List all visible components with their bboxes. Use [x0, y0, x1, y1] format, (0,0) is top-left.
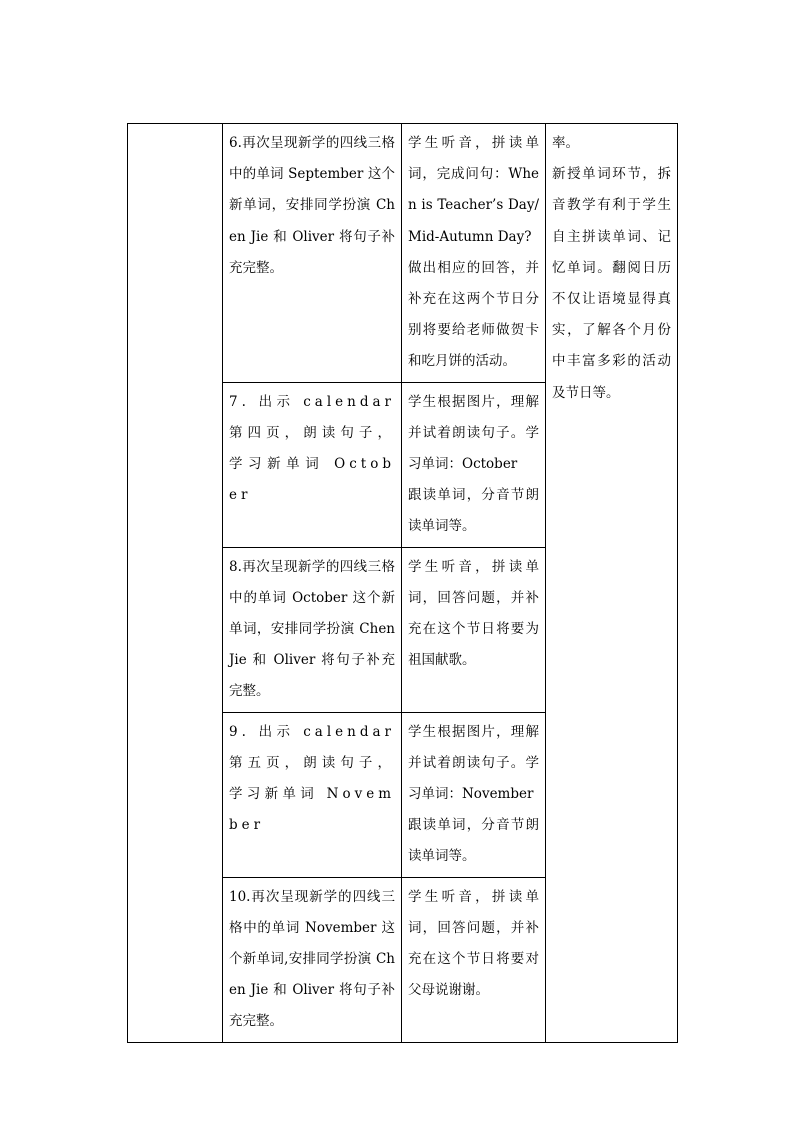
student-activity-cell — [402, 547, 546, 712]
student-activity-cell — [402, 124, 546, 383]
teacher-activity-cell — [223, 712, 402, 877]
design-purpose-text: 新授单词环节，拆音教学有利于学生自主拼读单词、记忆单词。翻阅日历不仅让语境显得真实，了解各个月份中丰富多彩的活动及节日等。 — [552, 166, 671, 401]
student-activity-text: 学生听音，拼读单词，完成问句：When is Teacher’s Day/ Mid-Autumn Day? — [408, 135, 539, 245]
student-activity-text: 学生听音，拼读单词，回答问题，并补充在这个节日将要对父母说谢谢。 — [408, 888, 539, 999]
student-activity-text: 做出相应的回答，并补充在这两个节日分别将要给老师做贺卡和吃月饼的活动。 — [408, 259, 539, 370]
design-purpose-cell — [546, 124, 678, 1043]
student-activity-cell — [402, 382, 546, 547]
student-activity-text: 学生听音，拼读单词，回答问题，并补充在这个节日将要为祖国献歌。 — [408, 558, 539, 669]
student-activity-text: 跟读单词，分音节朗读单词等。 — [408, 817, 539, 865]
teacher-activity-text: 8.再次呈现新学的四线三格中的单词 October 这个新单词，安排同学扮演 Chen Jie 和 Oliver 将句子补充完整。 — [229, 558, 395, 700]
student-activity-text: 跟读单词，分音节朗读单词等。 — [408, 487, 539, 535]
student-activity-cell — [402, 712, 546, 877]
teacher-activity-cell — [223, 124, 402, 383]
teacher-activity-text: 9. 出示 calendar 第五页，朗读句子，学习新单词 November — [229, 723, 395, 834]
teacher-activity-text: 7. 出示 calendar 第四页，朗读句子，学习新单词 October — [229, 393, 395, 504]
table-row — [128, 124, 678, 383]
teacher-activity-text: 10.再次呈现新学的四线三格中的单词 November 这个新单词,安排同学扮演 Chen Jie 和 Oliver 将句子补充完整。 — [229, 888, 395, 1030]
lesson-plan-table — [127, 123, 678, 1043]
stage-column-cell — [128, 124, 223, 1043]
teacher-activity-text: 6.再次呈现新学的四线三格中的单词 September 这个新单词，安排同学扮演 Chen Jie 和 Oliver 将句子补充完整。 — [229, 135, 395, 276]
student-activity-text: 学生根据图片，理解并试着朗读句子。学习单词：October — [408, 393, 539, 473]
teacher-activity-cell — [223, 877, 402, 1042]
student-activity-cell — [402, 877, 546, 1042]
student-activity-text: 学生根据图片，理解并试着朗读句子。学习单词：November — [408, 723, 539, 803]
design-purpose-text: 率。 — [552, 135, 579, 151]
teacher-activity-cell — [223, 382, 402, 547]
teacher-activity-cell — [223, 547, 402, 712]
